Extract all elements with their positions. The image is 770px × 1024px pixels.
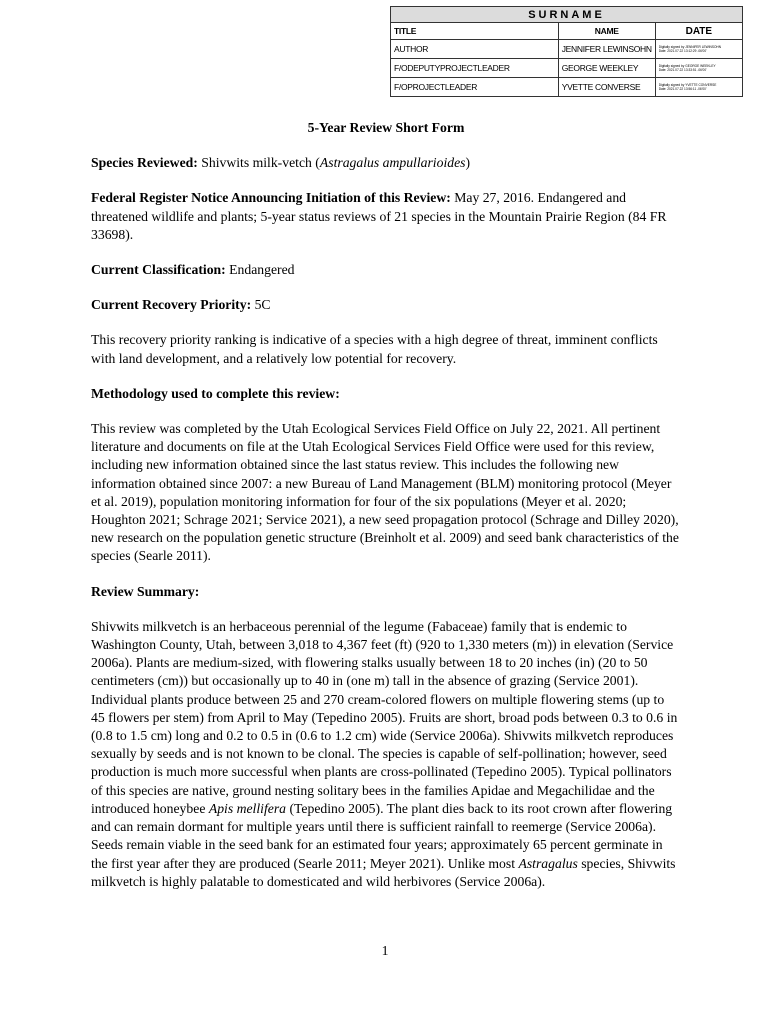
digital-signature[interactable]	[655, 78, 742, 97]
frn-label: Federal Register Notice Announcing Initiation of this Review:	[91, 190, 451, 206]
species-scientific-name: Astragalus ampullarioides	[319, 155, 466, 171]
row-name: GEORGE WEEKLEY	[558, 59, 655, 78]
digital-signature[interactable]	[655, 40, 742, 59]
summary-italic-1: Apis mellifera	[208, 800, 287, 816]
frn-text: May 27, 2016. Endangered and threatened wildlife and plants; 5-year status reviews of 21 species in the Mountain Prairie Region (84 FR 33698).	[91, 190, 667, 242]
summary-text	[91, 618, 681, 891]
species-common-name: Shivwits milk-vetch (	[201, 155, 320, 171]
summary-italic-2: Astragalus	[518, 855, 578, 871]
signature-table	[390, 6, 743, 97]
priority-label: Current Recovery Priority:	[91, 297, 252, 313]
summary-part-1: Shivwits milkvetch is an herbaceous perennial of the legume (Fabaceae) family that is endemic to Washington County, Utah, between 3,018 to 4,367 feet (ft) (920 to 1,330 meters (m)) in elevation (Service 2006a). Plants are medium-sized, with flowering stalks usually between 18 to 20 inches (in) (20 to 50 centimeters (cm)) but occasionally up to 40 in (one m) tall in the absence of grazing (Service 2001). Individual plants produce between 25 and 270 cream-colored flowers on multiple flowering stems (up to 45 flowers per stem) from April to May (Tepedino 2005). Fruits are short, broad pods between 0.3 to 0.6 in (0.8 to 1.5 cm) long and 0.2 to 0.5 in (0.6 to 1.2 cm) wide (Service 2006a). Shivwits milkvetch reproduces sexually by seeds and is not known to be clonal. The species is capable of self-pollination; however, seed production is much more successful when plants are cross-pollinated (Tepedino 2005). Typical pollinators of this species are native, ground nesting solitary bees in the families Apidae and Megachilidae and the introduced honeybee	[91, 618, 678, 816]
methodology-heading	[91, 385, 681, 403]
surname-header: SURNAME	[391, 7, 743, 23]
signature-date: Date: 2021.07.22 13:33:51 -06'00'	[658, 68, 707, 72]
row-title: AUTHOR	[391, 40, 559, 59]
page-number: 1	[381, 943, 389, 958]
summary-part-3: species, Shivwits milkvetch is highly palatable to domesticated and wild herbivores (Service 2006a).	[91, 855, 676, 889]
table-row	[391, 40, 743, 59]
species-close: )	[465, 155, 471, 171]
summary-part-2: (Tepedino 2005). The plant dies back to its root crown after flowering and can remain dormant for multiple years until there is sufficient rainfall to reemerge (Service 2006a). Seeds remain viable in the seed bank for an estimated four years; approximately 65 percent germinate in the first year after they are produced (Searle 2011; Meyer 2021). Unlike most	[91, 800, 673, 871]
summary-heading-text: Review Summary:	[91, 583, 200, 599]
methodology-text: This review was completed by the Utah Ecological Services Field Office on July 22, 2021. All pertinent literature and documents on file at the Utah Ecological Services Field Office were used for this review, including new information obtained since the last status review. This includes the following new information obtained since 2007: a new Bureau of Land Management (BLM) monitoring protocol (Meyer et al. 2019), population monitoring information for four of the six populations (Meyer et al. 2020; Houghton 2021; Schrage 2021; Service 2021), a new seed propagation protocol (Schrage and Dilley 2020), new research on the population genetic structure (Breinholt et al. 2009) and seed bank characteristics of the species (Searle 2011).	[91, 421, 679, 564]
priority-value: 5C	[251, 297, 271, 313]
row-title: F/OPROJECTLEADER	[391, 78, 559, 97]
row-name: YVETTE CONVERSE	[558, 78, 655, 97]
name-column-header: NAME	[558, 23, 655, 40]
current-classification	[91, 261, 681, 279]
row-title: F/ODEPUTYPROJECTLEADER	[391, 59, 559, 78]
table-row	[391, 59, 743, 78]
document-body	[91, 119, 681, 891]
methodology-heading-text: Methodology used to complete this review:	[91, 385, 340, 401]
signature-line: Digitally signed by GEORGE WEEKLEY	[658, 64, 716, 68]
species-reviewed	[91, 154, 681, 172]
date-column-header: DATE	[655, 23, 742, 40]
title-column-header: TITLE	[391, 23, 559, 40]
signature-line: Digitally signed by YVETTE CONVERSE	[658, 83, 717, 87]
classification-label: Current Classification:	[91, 262, 226, 278]
classification-value: Endangered	[225, 262, 295, 278]
signature-date: Date: 2021.07.22 13:56:11 -06'00'	[658, 87, 707, 91]
federal-register-notice	[91, 189, 681, 244]
priority-explanation: This recovery priority ranking is indicative of a species with a high degree of threat, imminent conflicts with land development, and a relatively low potential for recovery.	[91, 332, 658, 366]
signature-line: Digitally signed by JENNIFER LEWINSOHN	[658, 45, 722, 49]
species-label: Species Reviewed:	[91, 155, 198, 171]
signature-date: Date: 2021.07.22 13:12:29 -06'00'	[658, 49, 707, 53]
current-recovery-priority	[91, 296, 681, 314]
table-row	[391, 78, 743, 97]
digital-signature[interactable]	[655, 59, 742, 78]
row-name: JENNIFER LEWINSOHN	[558, 40, 655, 59]
summary-heading	[91, 583, 681, 601]
page-title: 5-Year Review Short Form	[307, 120, 465, 135]
